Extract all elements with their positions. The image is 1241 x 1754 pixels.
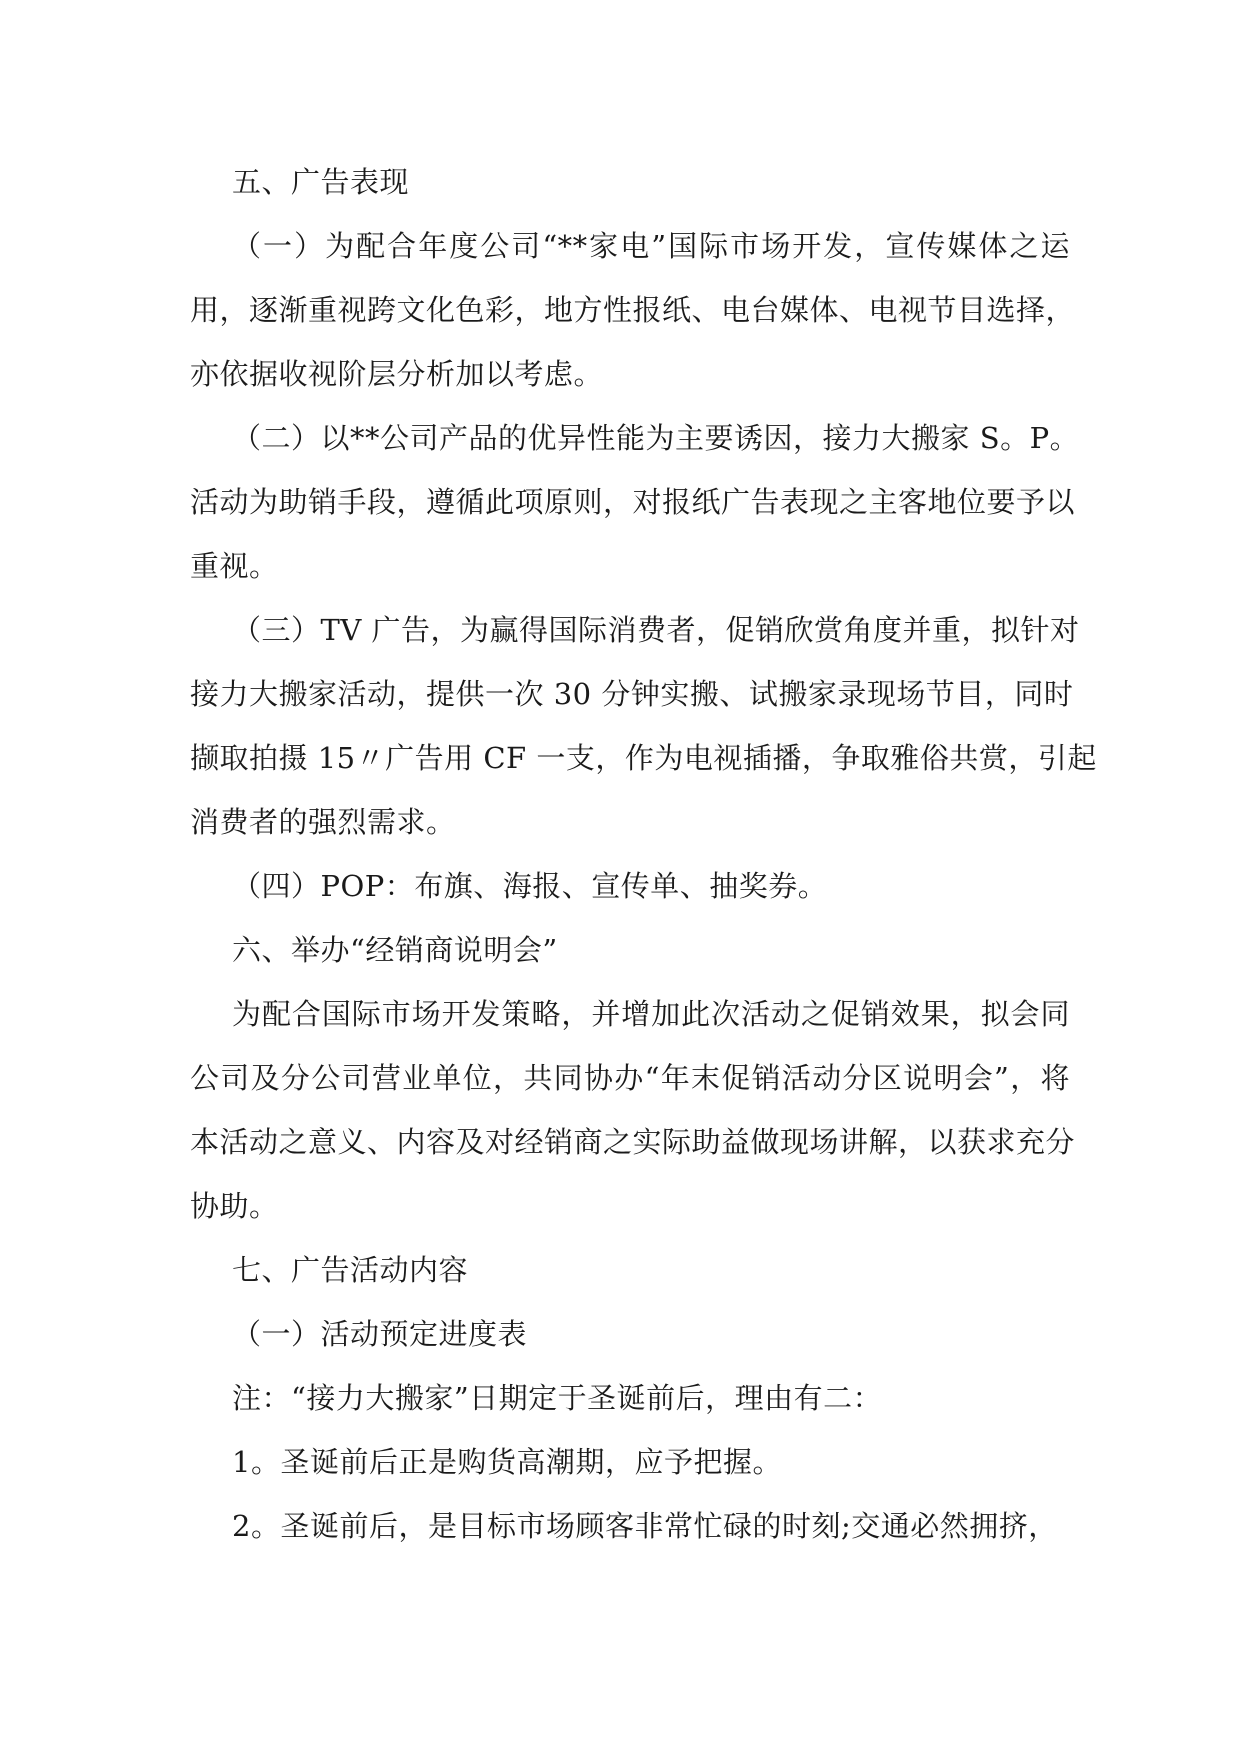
paragraph-line: 为配合国际市场开发策略，并增加此次活动之促销效果，拟会同 — [232, 997, 1070, 1031]
paragraph-line: 消费者的强烈需求。 — [190, 805, 456, 839]
paragraph-line: 本活动之意义、内容及对经销商之实际助益做现场讲解，以获求充分 — [190, 1125, 1076, 1159]
paragraph-line: 接力大搬家活动，提供一次 30 分钟实搬、试搬家录现场节目，同时 — [190, 677, 1074, 711]
section-heading-7: 七、广告活动内容 — [232, 1253, 469, 1287]
paragraph-line: 撷取拍摄 15〃广告用 CF 一支，作为电视插播，争取雅俗共赏，引起 — [190, 741, 1097, 775]
list-item: 1。圣诞前后正是购货高潮期，应予把握。 — [232, 1445, 782, 1479]
paragraph-line: 注：“接力大搬家”日期定于圣诞前后，理由有二： — [232, 1381, 883, 1415]
list-item: 2。圣诞前后，是目标市场顾客非常忙碌的时刻;交通必然拥挤， — [232, 1509, 1058, 1543]
paragraph-line: 亦依据收视阶层分析加以考虑。 — [190, 357, 604, 391]
paragraph-line: （三）TV 广告，为赢得国际消费者，促销欣赏角度并重，拟针对 — [232, 613, 1080, 647]
section-heading-5: 五、广告表现 — [232, 165, 410, 199]
paragraph-line: 用，逐渐重视跨文化色彩，地方性报纸、电台媒体、电视节目选择， — [190, 293, 1076, 327]
paragraph-line: （二）以**公司产品的优异性能为主要诱因，接力大搬家 S。P。 — [232, 421, 1080, 455]
paragraph-line: （四）POP：布旗、海报、宣传单、抽奖券。 — [232, 869, 828, 903]
section-heading-6: 六、举办“经销商说明会” — [232, 933, 558, 967]
paragraph-line: 活动为助销手段，遵循此项原则，对报纸广告表现之主客地位要予以 — [190, 485, 1076, 519]
subsection-heading: （一）活动预定进度表 — [232, 1317, 528, 1351]
paragraph-line: 公司及分公司营业单位，共同协办“年末促销活动分区说明会”，将 — [190, 1061, 1070, 1095]
paragraph-line: 重视。 — [190, 549, 279, 583]
paragraph-line: （一）为配合年度公司“**家电”国际市场开发，宣传媒体之运 — [232, 229, 1070, 263]
paragraph-line: 协助。 — [190, 1189, 279, 1223]
